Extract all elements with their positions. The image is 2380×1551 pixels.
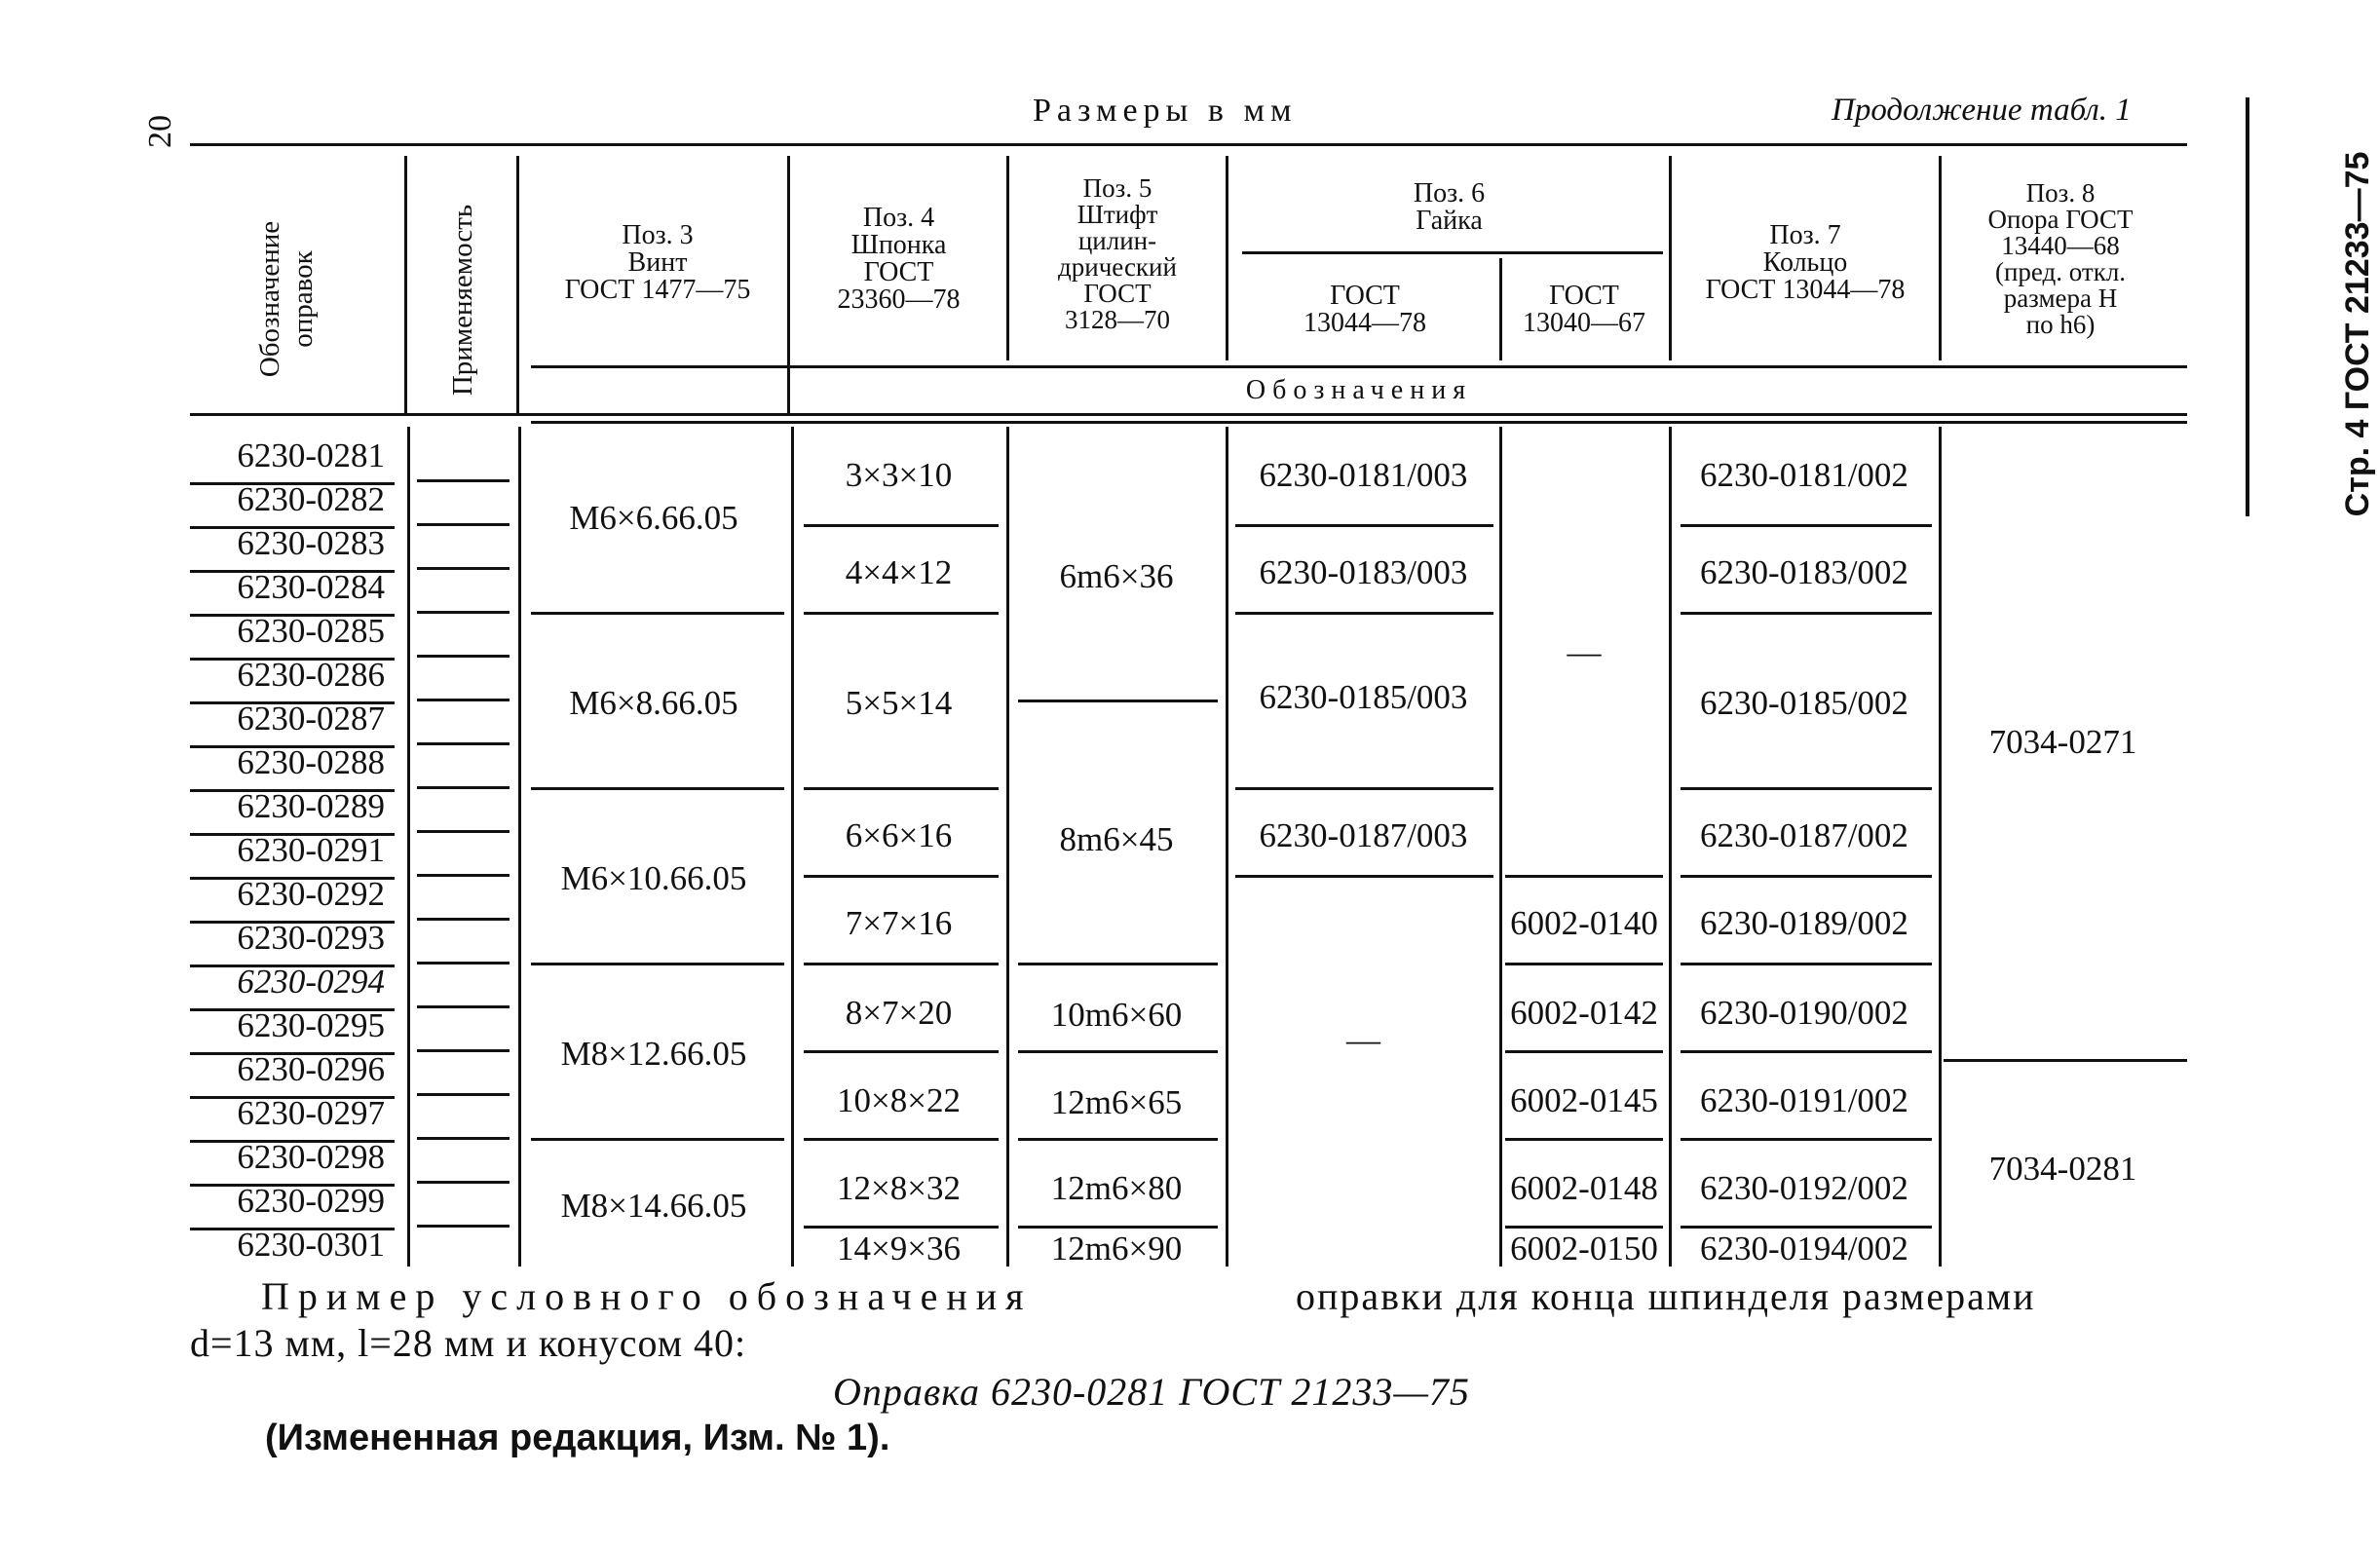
hdr-sep [1006, 156, 1009, 360]
continuation-label: Продолжение табл. 1 [1832, 93, 2132, 128]
group-sep [1681, 1226, 1932, 1229]
applicability-dash [417, 699, 510, 701]
pin-cell: 12m6×90 [1050, 1229, 1183, 1267]
group-sep [804, 787, 999, 790]
hdr-sep [404, 156, 407, 414]
nut-13040-cell: 6002-0142 [1510, 994, 1658, 1032]
group-sep [1235, 612, 1493, 615]
side-rule [2246, 97, 2249, 516]
key-cell: 7×7×16 [845, 904, 953, 942]
key-cell: 5×5×14 [845, 684, 953, 722]
row-sep [190, 614, 395, 617]
code-0281: 6230-0281 [237, 436, 385, 474]
example-line1-spaced: Пример условного обозначения [261, 1274, 1033, 1318]
header-designations: Обозначения [1245, 375, 1473, 405]
pin-cell: 8m6×45 [1059, 820, 1174, 858]
hdr-sep [516, 156, 519, 414]
code-0293: 6230-0293 [237, 919, 385, 957]
hdr-sep [1669, 156, 1672, 360]
hdr-sep [1226, 156, 1228, 360]
header-designation: Обозначение оправок [254, 220, 319, 378]
group-sep [1505, 1226, 1663, 1229]
group-sep [1018, 963, 1218, 965]
group-sep [1505, 1050, 1663, 1053]
pin-cell: 12m6×80 [1050, 1169, 1183, 1207]
row-sep [190, 1052, 395, 1055]
row-sep [190, 789, 395, 792]
body-sep [407, 427, 410, 1267]
group-sep [1505, 963, 1663, 965]
applicability-dash [417, 1137, 510, 1140]
ring-cell: 6230-0191/002 [1700, 1081, 1908, 1119]
ring-cell: 6230-0187/002 [1700, 816, 1908, 854]
applicability-dash [417, 479, 510, 482]
body-sep [1939, 427, 1942, 1267]
screw-cell: M6×6.66.05 [569, 499, 738, 537]
code-0299: 6230-0299 [237, 1182, 385, 1220]
row-sep [190, 658, 395, 661]
row-sep [190, 1184, 395, 1187]
nut-13040-cell: 6002-0140 [1510, 904, 1658, 942]
nut-13044-cell: — [1346, 1021, 1380, 1059]
group-sep [1018, 1138, 1218, 1141]
code-0285: 6230-0285 [237, 612, 385, 650]
group-sep [1018, 1050, 1218, 1053]
group-sep [1681, 963, 1932, 965]
pin-cell: 6m6×36 [1059, 557, 1174, 595]
group-sep [804, 1050, 999, 1053]
code-0297: 6230-0297 [237, 1094, 385, 1132]
applicability-dash [417, 611, 510, 614]
body-sep [518, 427, 521, 1267]
group-sep [1018, 700, 1218, 702]
header-bottom-rule [190, 413, 2187, 416]
ring-cell: 6230-0189/002 [1700, 904, 1908, 942]
group-sep [804, 1138, 999, 1141]
code-0295: 6230-0295 [237, 1006, 385, 1044]
group-sep [531, 1138, 784, 1141]
amendment-note: (Измененная редакция, Изм. № 1). [265, 1418, 890, 1458]
header-pos6-13044: ГОСТ 13044—78 [1303, 281, 1426, 338]
code-0301: 6230-0301 [237, 1226, 385, 1264]
applicability-dash [417, 786, 510, 789]
code-0298: 6230-0298 [237, 1138, 385, 1176]
row-sep [190, 833, 395, 836]
group-sep [804, 1226, 999, 1229]
screw-cell: M8×12.66.05 [560, 1035, 747, 1073]
applicability-dash [417, 874, 510, 877]
row-sep [190, 701, 395, 704]
code-0294: 6230-0294 [237, 963, 385, 1001]
row-sep [190, 1140, 395, 1143]
page-number: 20 [142, 115, 178, 148]
screw-cell: M6×8.66.05 [569, 684, 738, 722]
pin-cell: 12m6×65 [1050, 1083, 1183, 1121]
code-0291: 6230-0291 [237, 831, 385, 869]
group-sep [531, 963, 784, 965]
support-cell: 7034-0281 [1988, 1150, 2137, 1188]
applicability-dash [417, 962, 510, 965]
side-header: Стр. 4 ГОСТ 21233—75 [2339, 151, 2376, 517]
ring-cell: 6230-0183/002 [1700, 553, 1908, 591]
header-applicability: Применяемость [447, 204, 478, 397]
ring-cell: 6230-0185/002 [1700, 684, 1908, 722]
applicability-dash [417, 1005, 510, 1008]
nut-13044-cell: 6230-0183/003 [1259, 553, 1468, 591]
header-pos5: Поз. 5 Штифт цилин- дрический ГОСТ 3128—70 [1058, 173, 1177, 334]
row-sep [190, 965, 395, 967]
row-sep [190, 570, 395, 573]
code-0283: 6230-0283 [237, 524, 385, 562]
row-sep [190, 1096, 395, 1099]
applicability-dash [417, 918, 510, 921]
applicability-dash [417, 1093, 510, 1096]
key-cell: 10×8×22 [837, 1081, 961, 1119]
applicability-dash [417, 1049, 510, 1052]
group-sep [804, 524, 999, 527]
group-sep [804, 612, 999, 615]
header-pos7: Поз. 7 Кольцо ГОСТ 13044—78 [1705, 220, 1906, 305]
header-pos6-13040: ГОСТ 13040—67 [1523, 281, 1645, 338]
group-sep [1681, 524, 1932, 527]
table-top-rule [190, 143, 2187, 146]
row-sep [190, 1228, 395, 1230]
group-sep [1681, 1050, 1932, 1053]
header-pos3: Поз. 3 Винт ГОСТ 1477—75 [564, 220, 751, 305]
example-line2: d=13 мм, l=28 мм и конусом 40: [190, 1321, 747, 1365]
code-0284: 6230-0284 [237, 568, 385, 606]
group-sep [1681, 1138, 1932, 1141]
key-cell: 14×9×36 [837, 1229, 961, 1267]
applicability-dash [417, 742, 510, 745]
applicability-dash [417, 523, 510, 526]
hdr-sep [1939, 156, 1942, 360]
nut-13040-cell: 6002-0148 [1510, 1169, 1658, 1207]
key-cell: 3×3×10 [845, 456, 953, 494]
applicability-dash [417, 1225, 510, 1228]
applicability-dash [417, 830, 510, 833]
group-sep [531, 787, 784, 790]
header-pos6: Поз. 6 Гайка [1413, 178, 1486, 236]
example-line1-rest: оправки для конца шпинделя размерами [1296, 1274, 2036, 1318]
units-caption: Размеры в мм [1033, 93, 1298, 129]
designations-rule [531, 365, 2187, 368]
gayka-split-rule [1242, 251, 1663, 254]
applicability-dash [417, 1181, 510, 1184]
body-sep [1226, 427, 1228, 1267]
key-cell: 4×4×12 [845, 553, 953, 591]
group-sep [804, 875, 999, 878]
body-sep [1499, 427, 1502, 1267]
header-bottom-rule [531, 421, 2187, 424]
row-sep [190, 482, 395, 485]
nut-13044-cell: 6230-0181/003 [1259, 456, 1468, 494]
group-sep [1235, 524, 1493, 527]
key-cell: 6×6×16 [845, 816, 953, 854]
group-sep [1944, 1059, 2187, 1062]
code-0292: 6230-0292 [237, 875, 385, 913]
group-sep [1681, 875, 1932, 878]
ring-cell: 6230-0190/002 [1700, 994, 1908, 1032]
row-sep [190, 921, 395, 924]
code-0289: 6230-0289 [237, 787, 385, 825]
group-sep [531, 612, 784, 615]
applicability-dash [417, 567, 510, 570]
ring-cell: 6230-0181/002 [1700, 456, 1908, 494]
nut-13040-cell: — [1567, 633, 1602, 671]
support-cell: 7034-0271 [1988, 723, 2137, 761]
nut-13044-cell: 6230-0185/003 [1259, 678, 1468, 716]
ring-cell: 6230-0192/002 [1700, 1169, 1908, 1207]
nut-13044-cell: 6230-0187/003 [1259, 816, 1468, 854]
example-designation: Оправка 6230-0281 ГОСТ 21233—75 [833, 1370, 1470, 1414]
key-cell: 8×7×20 [845, 994, 953, 1032]
screw-cell: M8×14.66.05 [560, 1187, 747, 1225]
group-sep [1018, 1226, 1218, 1229]
code-0287: 6230-0287 [237, 700, 385, 738]
applicability-dash [417, 655, 510, 658]
code-0286: 6230-0286 [237, 656, 385, 694]
nut-13040-cell: 6002-0145 [1510, 1081, 1658, 1119]
header-pos8: Поз. 8 Опора ГОСТ 13440—68 (пред. откл. размера H по h6) [1987, 178, 2134, 339]
group-sep [1505, 1138, 1663, 1141]
group-sep [1235, 787, 1493, 790]
group-sep [1505, 875, 1663, 878]
group-sep [1681, 612, 1932, 615]
row-sep [190, 526, 395, 529]
group-sep [1235, 875, 1493, 878]
row-sep [190, 877, 395, 880]
code-0288: 6230-0288 [237, 743, 385, 781]
ring-cell: 6230-0194/002 [1700, 1229, 1908, 1267]
row-sep [190, 1008, 395, 1011]
key-cell: 12×8×32 [837, 1169, 961, 1207]
pin-cell: 10m6×60 [1050, 996, 1183, 1034]
screw-cell: M6×10.66.05 [560, 859, 747, 897]
code-0282: 6230-0282 [237, 480, 385, 518]
row-sep [190, 745, 395, 748]
group-sep [1681, 787, 1932, 790]
nut-13040-cell: 6002-0150 [1510, 1229, 1658, 1267]
code-0296: 6230-0296 [237, 1050, 385, 1088]
group-sep [804, 963, 999, 965]
header-pos4: Поз. 4 Шпонка ГОСТ 23360—78 [837, 203, 961, 315]
